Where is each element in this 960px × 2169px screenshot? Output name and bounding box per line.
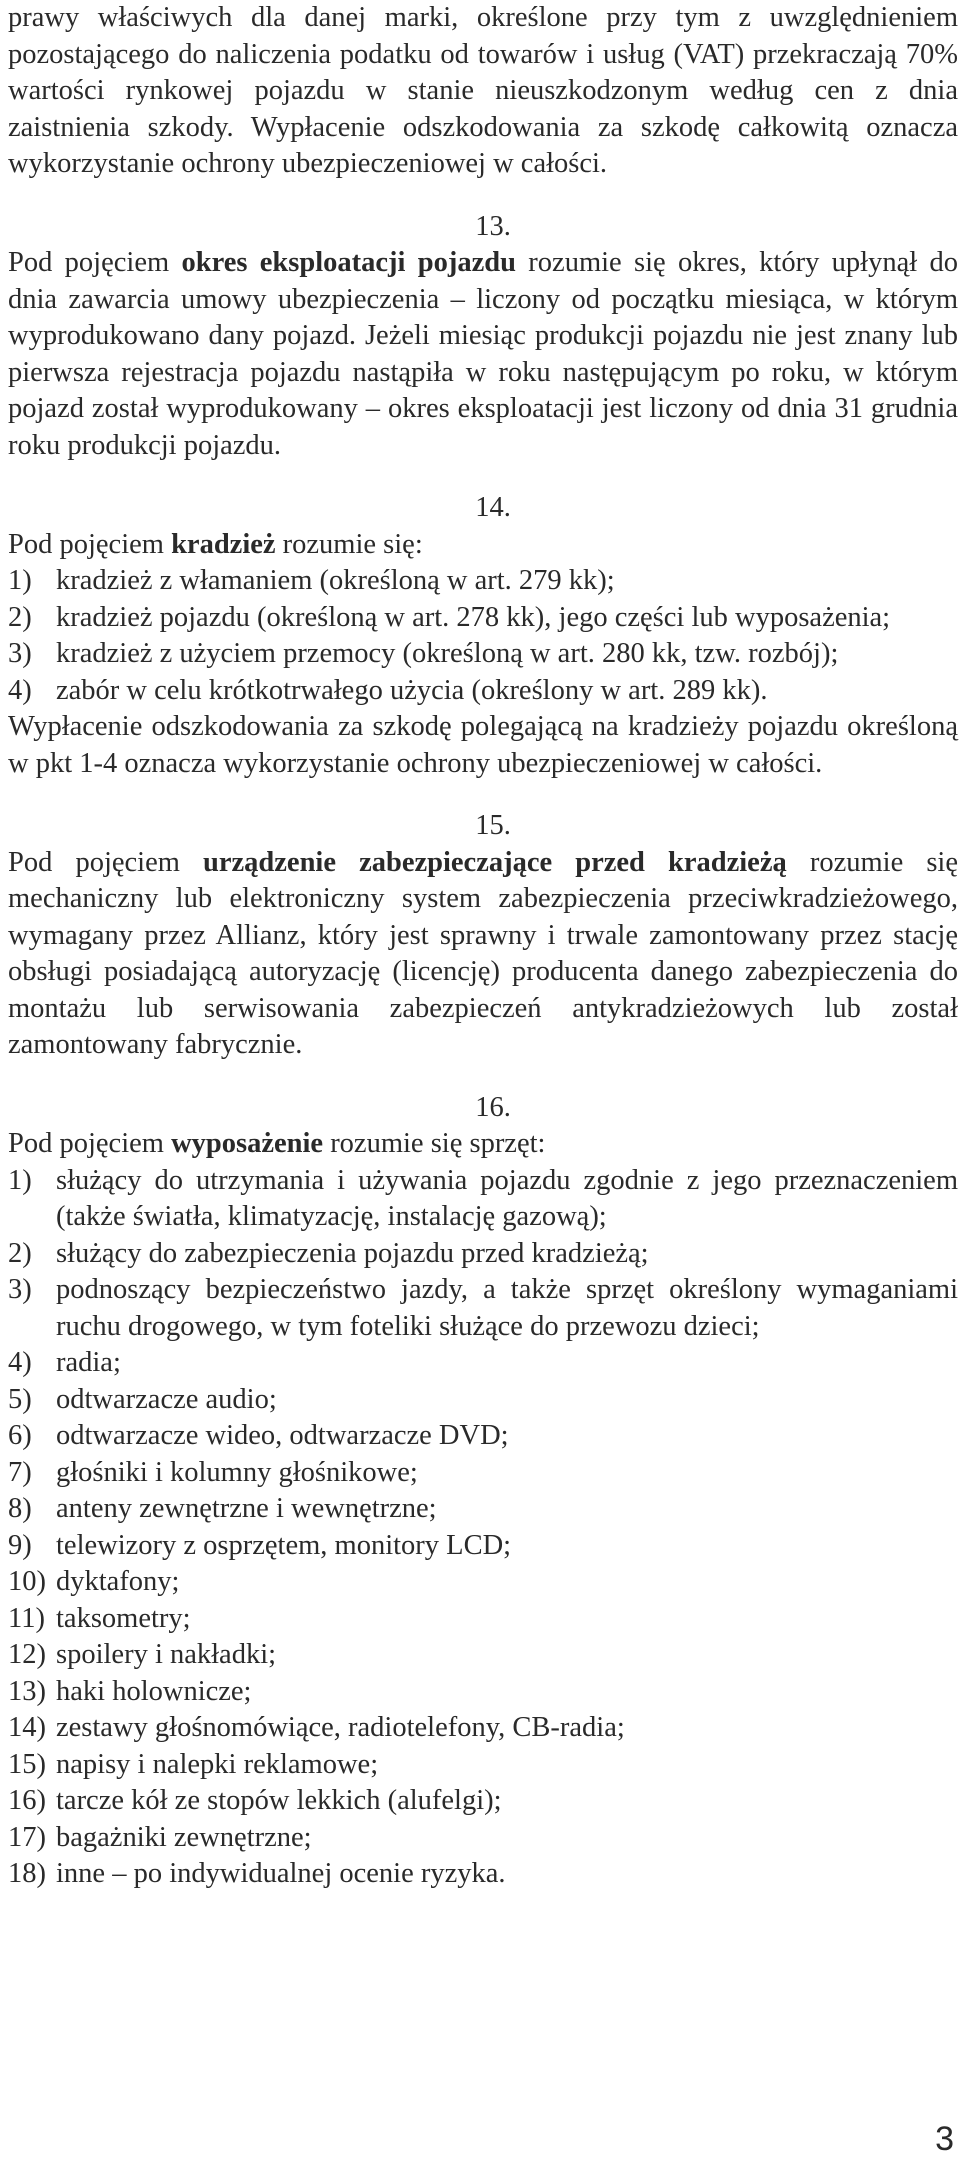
definition-lead: Pod pojęciem	[8, 1128, 172, 1159]
list-item-text: spoilery i nakładki;	[56, 1639, 277, 1670]
list-item-number: 7)	[8, 1456, 32, 1488]
list-item	[8, 1272, 958, 1345]
list-item-number: 14)	[8, 1712, 46, 1743]
list-item-text: zabór w celu krótkotrwałego użycia (określony w art. 289 kk).	[56, 674, 768, 706]
list-item-text: głośniki i kolumny głośnikowe;	[56, 1456, 418, 1488]
list-item-number: 11)	[8, 1602, 45, 1634]
page-number: 3	[935, 2120, 954, 2158]
list-item-text: kradzież z użyciem przemocy (określoną w art. 280 kk, tzw. rozbój);	[56, 638, 839, 669]
list-item-number: 13)	[8, 1675, 46, 1707]
list-item-number: 3)	[8, 1274, 32, 1305]
list-item-text: taksometry;	[56, 1602, 191, 1634]
definition-body: rozumie się okres, który upłynął do dnia zawarcia umowy ubezpieczenia – liczony od początku miesiąca, w którym wyprodukowano dany pojazd. Jeżeli miesiąc produkcji pojazdu nie jest znany lub pierwsza rejestracja pojazdu nastąpiła w roku następującym po roku, w którym pojazd został wyprodukowany – okres eksploatacji jest liczony od dnia 31 grudnia roku produkcji pojazdu.	[8, 247, 958, 461]
list-item-number: 3)	[8, 638, 32, 669]
list-item-number: 8)	[8, 1493, 32, 1524]
section-15	[8, 808, 958, 1064]
list-item	[8, 1674, 958, 1711]
list-item-number: 4)	[8, 674, 32, 706]
list-item-text: bagażniki zewnętrzne;	[56, 1821, 312, 1853]
list-item-text: napisy i nalepki reklamowe;	[56, 1748, 379, 1780]
defined-term: okres eksploatacji pojazdu	[181, 247, 516, 278]
list-item-text: kradzież pojazdu (określoną w art. 278 kk), jego części lub wyposażenia;	[56, 601, 891, 633]
list-item-text: odtwarzacze wideo, odtwarzacze DVD;	[56, 1420, 509, 1451]
list-item	[8, 1783, 958, 1820]
list-item	[8, 1601, 958, 1638]
list-item	[8, 1382, 958, 1419]
list-item-text: podnoszący bezpieczeństwo jazdy, a także sprzęt określony wymaganiami ruchu drogowego, w tym foteliki służące do przewozu dzieci;	[56, 1274, 958, 1342]
equipment-list	[8, 1163, 958, 1893]
list-item	[8, 1418, 958, 1455]
list-item-number: 16)	[8, 1785, 46, 1816]
list-item-number: 4)	[8, 1347, 32, 1378]
section-number: 13.	[475, 210, 511, 242]
list-item-number: 17)	[8, 1821, 46, 1853]
list-item	[8, 1747, 958, 1784]
list-item-number: 12)	[8, 1639, 46, 1670]
list-item-number: 2)	[8, 601, 32, 633]
definition-paragraph	[8, 527, 958, 564]
list-item-number: 6)	[8, 1420, 32, 1451]
list-item	[8, 1528, 958, 1565]
list-item-text: inne – po indywidualnej ocenie ryzyka.	[56, 1858, 506, 1889]
list-item	[8, 563, 958, 600]
list-item	[8, 1637, 958, 1674]
list-item	[8, 1856, 958, 1893]
list-item	[8, 1564, 958, 1601]
section-number: 14.	[475, 492, 511, 523]
section-number: 15.	[475, 810, 511, 841]
closing-paragraph: Wypłacenie odszkodowania za szkodę polegającą na kradzieży pojazdu określoną w pkt 1-4 oznacza wykorzystanie ochrony ubezpieczeniowej w całości.	[8, 711, 958, 779]
definition-paragraph	[8, 845, 958, 1064]
intro-paragraph: prawy właściwych dla danej marki, określone przy tym z uwzględnieniem pozostającego do naliczenia podatku od towarów i usług (VAT) przekraczają 70% wartości rynkowej pojazdu w stanie nieuszkodzonym według cen z dnia zaistnienia szkody. Wypłacenie odszkodowania za szkodę całkowitą oznacza wykorzystanie ochrony ubezpieczeniowej w całości.	[8, 2, 958, 179]
list-item-number: 9)	[8, 1529, 32, 1561]
list-item-number: 2)	[8, 1237, 32, 1269]
list-item	[8, 1345, 958, 1382]
list-item-text: kradzież z włamaniem (określoną w art. 279 kk);	[56, 565, 615, 596]
definition-paragraph	[8, 245, 958, 464]
list-item-number: 1)	[8, 1164, 32, 1196]
list-item-number: 1)	[8, 565, 32, 596]
section-14	[8, 490, 958, 782]
list-item	[8, 1455, 958, 1492]
list-item	[8, 1491, 958, 1528]
list-item	[8, 673, 958, 710]
list-item-text: tarcze kół ze stopów lekkich (alufelgi);	[56, 1785, 502, 1816]
list-item	[8, 1710, 958, 1747]
list-item-text: odtwarzacze audio;	[56, 1383, 277, 1415]
list-item-text: telewizory z osprzętem, monitory LCD;	[56, 1529, 512, 1561]
document-page	[8, 0, 958, 1893]
list-item-text: haki holownicze;	[56, 1675, 252, 1707]
definition-lead: Pod pojęciem	[8, 247, 182, 278]
list-item	[8, 636, 958, 673]
defined-term: urządzenie zabezpieczające przed kradzieżą	[203, 846, 787, 878]
definition-lead: Pod pojęciem	[8, 846, 204, 878]
list-item-number: 18)	[8, 1858, 46, 1889]
list-item	[8, 1163, 958, 1236]
definition-body: rozumie się sprzęt:	[323, 1128, 546, 1159]
list-item-text: anteny zewnętrzne i wewnętrzne;	[56, 1493, 437, 1524]
list-item-number: 5)	[8, 1383, 32, 1415]
definition-lead: Pod pojęciem	[8, 528, 172, 560]
section-number: 16.	[475, 1091, 511, 1123]
defined-term: kradzież	[171, 528, 276, 560]
list-item-text: radia;	[56, 1347, 121, 1378]
intro-section	[8, 0, 958, 183]
definition-body: rozumie się mechaniczny lub elektroniczny system zabezpieczenia przeciwkradzieżowego, wymagany przez Allianz, który jest sprawny i trwale zamontowany przez stację obsługi posiadającą autoryzację (licencję) producenta danego zabezpieczenia do montażu lub serwisowania zabezpieczeń antykradzieżowych lub został zamontowany fabrycznie.	[8, 846, 958, 1060]
list-item-text: służący do utrzymania i używania pojazdu zgodnie z jego przeznaczeniem (także światła, klimatyzację, instalację gazową);	[56, 1164, 958, 1232]
defined-term: wyposażenie	[171, 1128, 324, 1159]
list-item	[8, 1236, 958, 1273]
list-item	[8, 1820, 958, 1857]
list-item-text: służący do zabezpieczenia pojazdu przed kradzieżą;	[56, 1237, 649, 1269]
section-13	[8, 209, 958, 465]
list-item	[8, 600, 958, 637]
list-item-number: 10)	[8, 1566, 46, 1597]
definition-body: rozumie się:	[275, 528, 423, 560]
list-item-text: zestawy głośnomówiące, radiotelefony, CB-radia;	[56, 1712, 625, 1743]
definition-paragraph	[8, 1126, 958, 1163]
list-item-text: dyktafony;	[56, 1566, 180, 1597]
list-item-number: 15)	[8, 1748, 46, 1780]
section-16	[8, 1090, 958, 1893]
theft-types-list	[8, 563, 958, 709]
